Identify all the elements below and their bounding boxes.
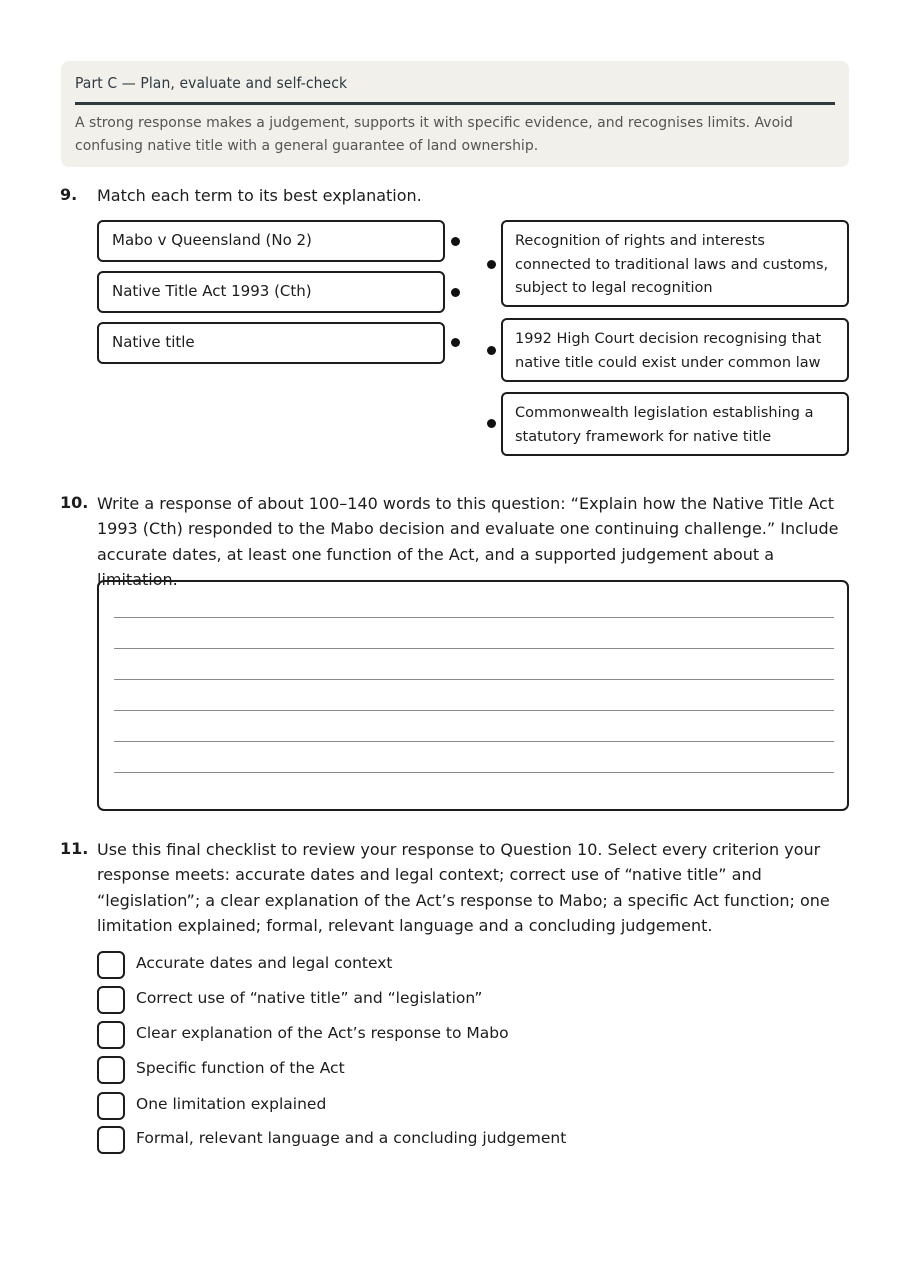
part-c-header bbox=[61, 61, 849, 167]
question-11-number: 11. bbox=[60, 839, 89, 858]
checklist-item[interactable] bbox=[97, 986, 597, 1014]
match-explanation-1[interactable] bbox=[501, 220, 849, 307]
explanation-connector-dot[interactable] bbox=[487, 346, 496, 355]
term-label: Mabo v Queensland (No 2) bbox=[112, 231, 312, 249]
explanation-text: Recognition of rights and interests connected to traditional laws and customs, subject to legal recognition bbox=[515, 233, 829, 296]
term-connector-dot[interactable] bbox=[451, 288, 460, 297]
match-term-mabo[interactable] bbox=[97, 220, 445, 262]
checkbox[interactable] bbox=[97, 1092, 125, 1120]
checklist-item[interactable] bbox=[97, 1056, 597, 1084]
match-term-native-title[interactable] bbox=[97, 322, 445, 364]
checkbox[interactable] bbox=[97, 1126, 125, 1154]
term-connector-dot[interactable] bbox=[451, 338, 460, 347]
checklist-label: One limitation explained bbox=[136, 1095, 327, 1113]
checkbox[interactable] bbox=[97, 986, 125, 1014]
checklist-item[interactable] bbox=[97, 1092, 597, 1120]
part-description: A strong response makes a judgement, supports it with specific evidence, and recognises limits. Avoid confusing native title with a general guarantee of land ownership. bbox=[75, 115, 793, 154]
question-10-prompt: Write a response of about 100–140 words to this question: “Explain how the Native Title Act 1993 (Cth) responded to the Mabo decision and evaluate one continuing challenge.” Include accurate dates, at least one function of the Act, and a supported judgement about a limitation. bbox=[97, 494, 839, 589]
question-11-prompt: Use this final checklist to review your response to Question 10. Select every criterion your response meets: accurate dates and legal context; correct use of “native title” and “legislation”; a clear explanation of the Act’s response to Mabo; a specific Act function; one limitation explained; formal, relevant language and a concluding judgement. bbox=[97, 840, 830, 935]
title-divider bbox=[75, 102, 835, 105]
match-explanation-2[interactable] bbox=[501, 318, 849, 382]
checklist-label: Formal, relevant language and a concluding judgement bbox=[136, 1129, 567, 1147]
term-connector-dot[interactable] bbox=[451, 237, 460, 246]
checklist-item[interactable] bbox=[97, 1021, 597, 1049]
question-9-number: 9. bbox=[60, 185, 78, 204]
checkbox[interactable] bbox=[97, 1056, 125, 1084]
part-title: Part C — Plan, evaluate and self-check bbox=[75, 74, 348, 92]
term-label: Native title bbox=[112, 333, 195, 351]
checklist-label: Correct use of “native title” and “legislation” bbox=[136, 989, 483, 1007]
written-response-area[interactable] bbox=[97, 580, 849, 811]
writing-line bbox=[114, 710, 834, 711]
writing-line bbox=[114, 772, 834, 773]
explanation-connector-dot[interactable] bbox=[487, 260, 496, 269]
checklist-label: Clear explanation of the Act’s response to Mabo bbox=[136, 1024, 509, 1042]
writing-line bbox=[114, 679, 834, 680]
checkbox[interactable] bbox=[97, 951, 125, 979]
writing-line bbox=[114, 648, 834, 649]
checklist-label: Specific function of the Act bbox=[136, 1059, 345, 1077]
term-label: Native Title Act 1993 (Cth) bbox=[112, 282, 312, 300]
checkbox[interactable] bbox=[97, 1021, 125, 1049]
question-9-prompt: Match each term to its best explanation. bbox=[97, 186, 422, 205]
explanation-text: 1992 High Court decision recognising that native title could exist under common law bbox=[515, 331, 822, 371]
checklist-item[interactable] bbox=[97, 951, 597, 979]
question-10-number: 10. bbox=[60, 493, 89, 512]
match-term-native-title-act[interactable] bbox=[97, 271, 445, 313]
checklist-label: Accurate dates and legal context bbox=[136, 954, 393, 972]
checklist-item[interactable] bbox=[97, 1126, 597, 1154]
explanation-text: Commonwealth legislation establishing a statutory framework for native title bbox=[515, 405, 814, 445]
writing-line bbox=[114, 741, 834, 742]
explanation-connector-dot[interactable] bbox=[487, 419, 496, 428]
writing-line bbox=[114, 617, 834, 618]
match-explanation-3[interactable] bbox=[501, 392, 849, 456]
